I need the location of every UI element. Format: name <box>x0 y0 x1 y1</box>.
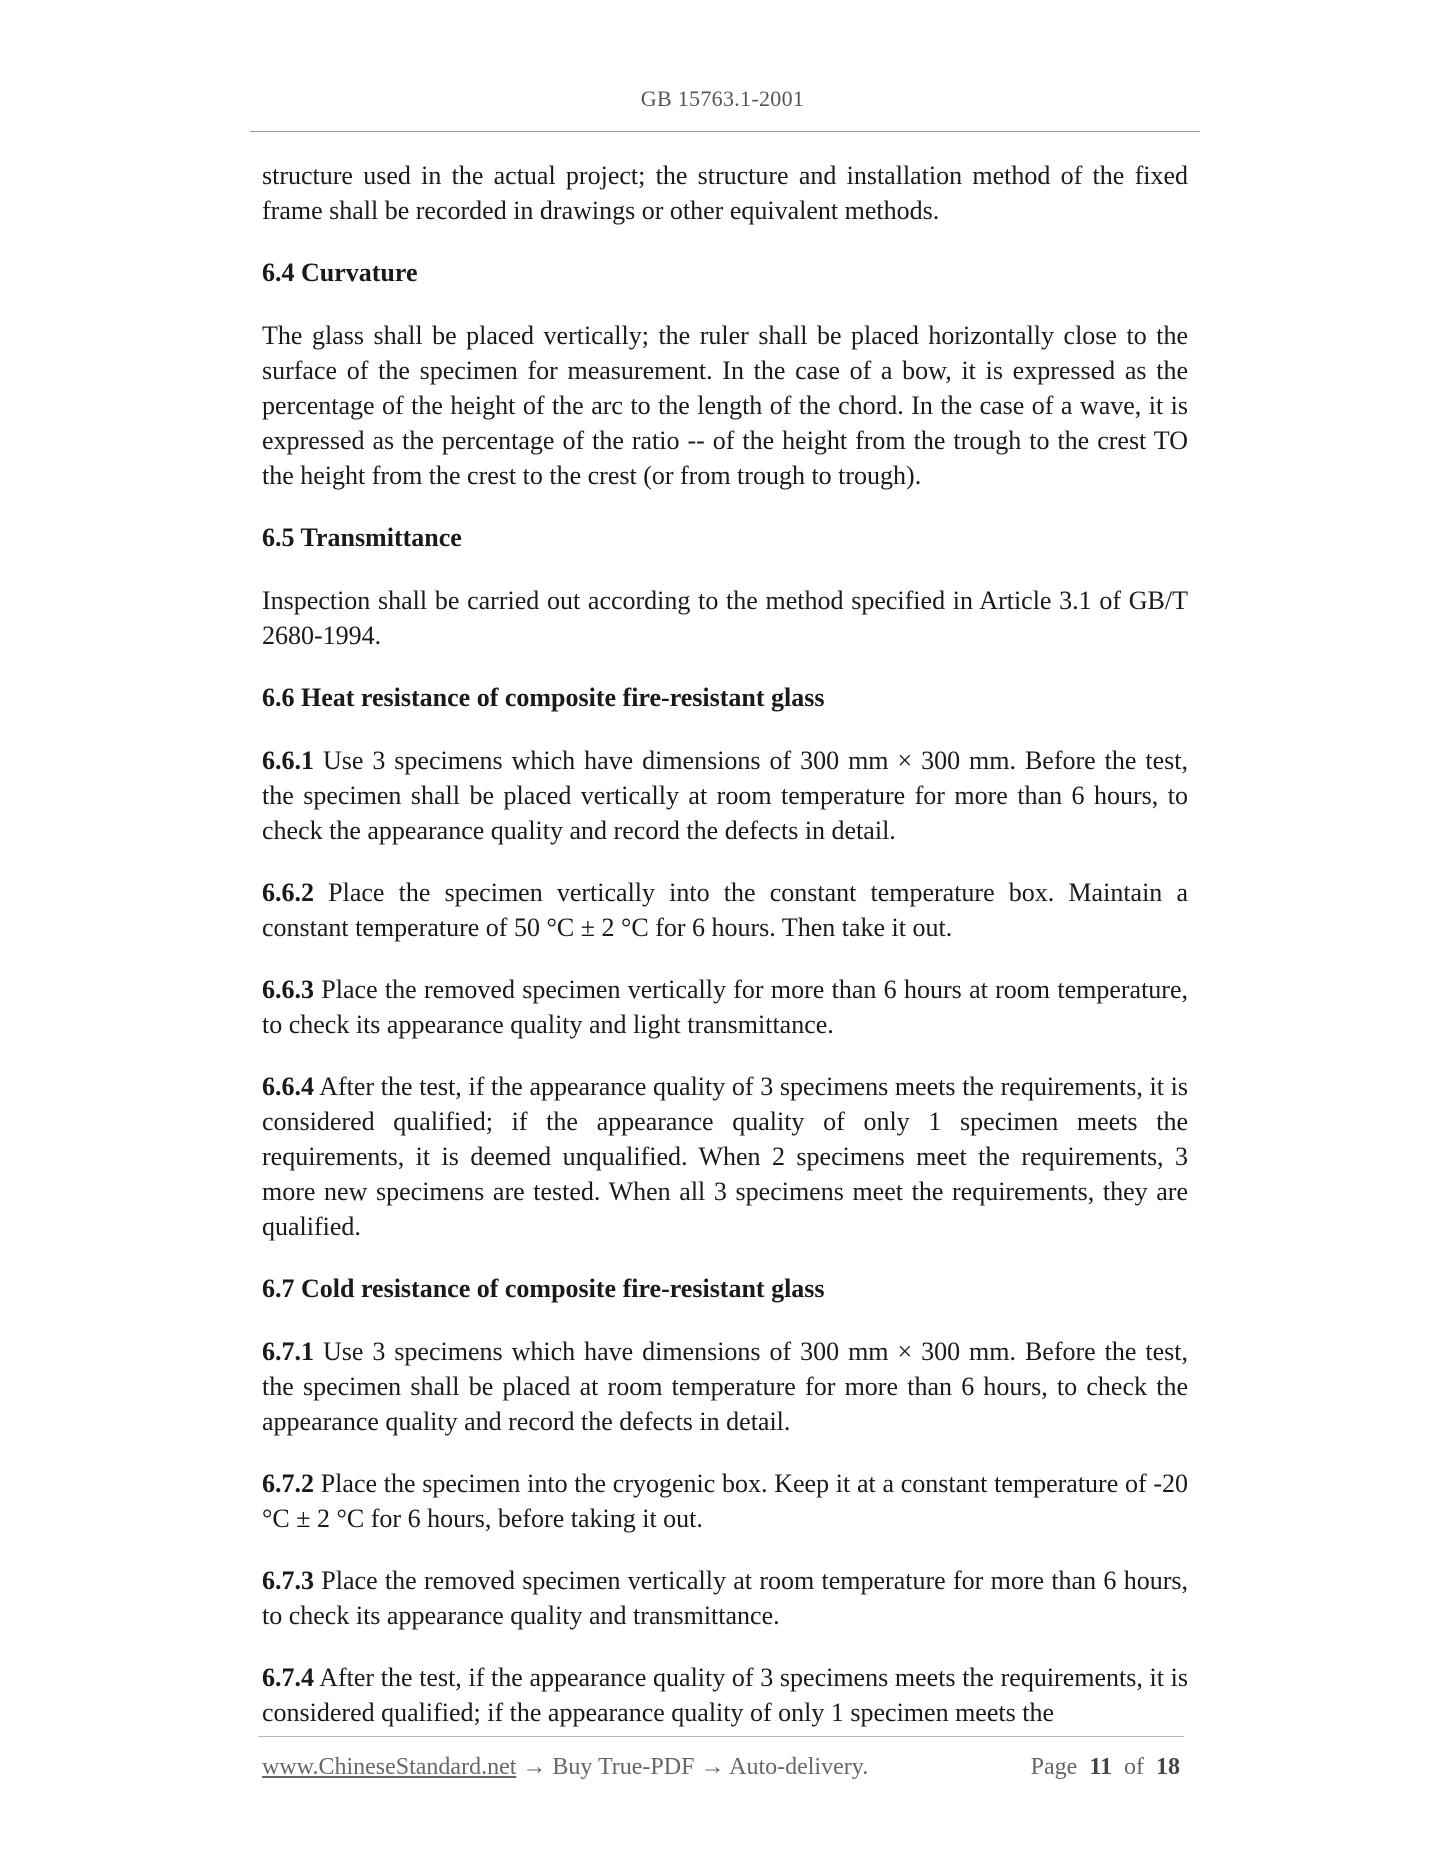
page-of-label: of <box>1124 1754 1144 1780</box>
clause-text: After the test, if the appearance quality of 3 specimens meets the requirements, it is considered qualified; if the appearance quality of only 1 specimen meets the <box>262 1663 1188 1727</box>
clause-6-7-3 <box>262 1563 1188 1633</box>
page-footer <box>262 1754 1180 1784</box>
paragraph-transmittance: Inspection shall be carried out according to the method specified in Article 3.1 of GB/T 2680-1994. <box>262 586 1188 650</box>
header-divider <box>250 131 1200 132</box>
website-link[interactable]: www.ChineseStandard.net <box>262 1754 517 1780</box>
clause-number: 6.7.3 <box>262 1566 314 1595</box>
clause-6-7-4 <box>262 1660 1188 1730</box>
section-heading-6-4: 6.4 Curvature <box>262 258 418 287</box>
document-body <box>262 158 1188 1757</box>
clause-text: Place the specimen into the cryogenic box. Keep it at a constant temperature of -20 °C ± 2 °C for 6 hours, before taking it out. <box>262 1469 1188 1533</box>
clause-6-7-1 <box>262 1334 1188 1439</box>
clause-6-7-2 <box>262 1466 1188 1536</box>
page-number <box>1031 1754 1180 1781</box>
footer-promo <box>262 1754 868 1781</box>
section-heading-6-7: 6.7 Cold resistance of composite fire-resistant glass <box>262 1274 825 1303</box>
clause-number: 6.6.3 <box>262 975 314 1004</box>
page-label: Page <box>1030 1754 1078 1780</box>
clause-number: 6.6.2 <box>262 878 314 907</box>
footer-divider <box>258 1736 1184 1737</box>
clause-6-6-1 <box>262 743 1188 848</box>
clause-number: 6.6.1 <box>262 746 314 775</box>
section-heading-6-6: 6.6 Heat resistance of composite fire-resistant glass <box>262 683 825 712</box>
total-pages: 18 <box>1156 1754 1180 1780</box>
section-heading-6-5: 6.5 Transmittance <box>262 523 462 552</box>
clause-number: 6.6.4 <box>262 1072 314 1101</box>
clause-number: 6.7.4 <box>262 1663 314 1692</box>
page-header-doc-id: GB 15763.1-2001 <box>640 86 805 111</box>
current-page: 11 <box>1089 1754 1112 1780</box>
clause-text: Place the removed specimen vertically at room temperature for more than 6 hours, to check its appearance quality and transmittance. <box>262 1566 1188 1630</box>
clause-6-6-3 <box>262 972 1188 1042</box>
clause-6-6-4 <box>262 1069 1188 1244</box>
clause-text: Place the specimen vertically into the constant temperature box. Maintain a constant temperature of 50 °C ± 2 °C for 6 hours. Then take it out. <box>262 878 1188 942</box>
clause-number: 6.7.1 <box>262 1337 314 1366</box>
clause-text: After the test, if the appearance quality of 3 specimens meets the requirements, it is considered qualified; if the appearance quality of only 1 specimen meets the requirements, it is deemed unqualified. When 2 specimens meet the requirements, 3 more new specimens are tested. When all 3 specimens meet the requirements, they are qualified. <box>262 1072 1188 1241</box>
paragraph-curvature: The glass shall be placed vertically; the ruler shall be placed horizontally close to the surface of the specimen for measurement. In the case of a bow, it is expressed as the percentage of the height of the arc to the length of the chord. In the case of a wave, it is expressed as the percentage of the ratio -- of the height from the trough to the crest TO the height from the crest to the crest (or from trough to trough). <box>262 321 1188 490</box>
clause-number: 6.7.2 <box>262 1469 314 1498</box>
paragraph-continuation: structure used in the actual project; the structure and installation method of the fixed frame shall be recorded in drawings or other equivalent methods. <box>262 161 1188 225</box>
clause-text: Use 3 specimens which have dimensions of 300 mm × 300 mm. Before the test, the specimen shall be placed at room temperature for more than 6 hours, to check the appearance quality and record the defects in detail. <box>262 1337 1188 1436</box>
clause-text: Place the removed specimen vertically for more than 6 hours at room temperature, to check its appearance quality and light transmittance. <box>262 975 1188 1039</box>
clause-text: Use 3 specimens which have dimensions of 300 mm × 300 mm. Before the test, the specimen shall be placed vertically at room temperature for more than 6 hours, to check the appearance quality and record the defects in detail. <box>262 746 1188 845</box>
footer-promo-text: → Buy True-PDF → Auto-delivery. <box>516 1754 869 1780</box>
clause-6-6-2 <box>262 875 1188 945</box>
